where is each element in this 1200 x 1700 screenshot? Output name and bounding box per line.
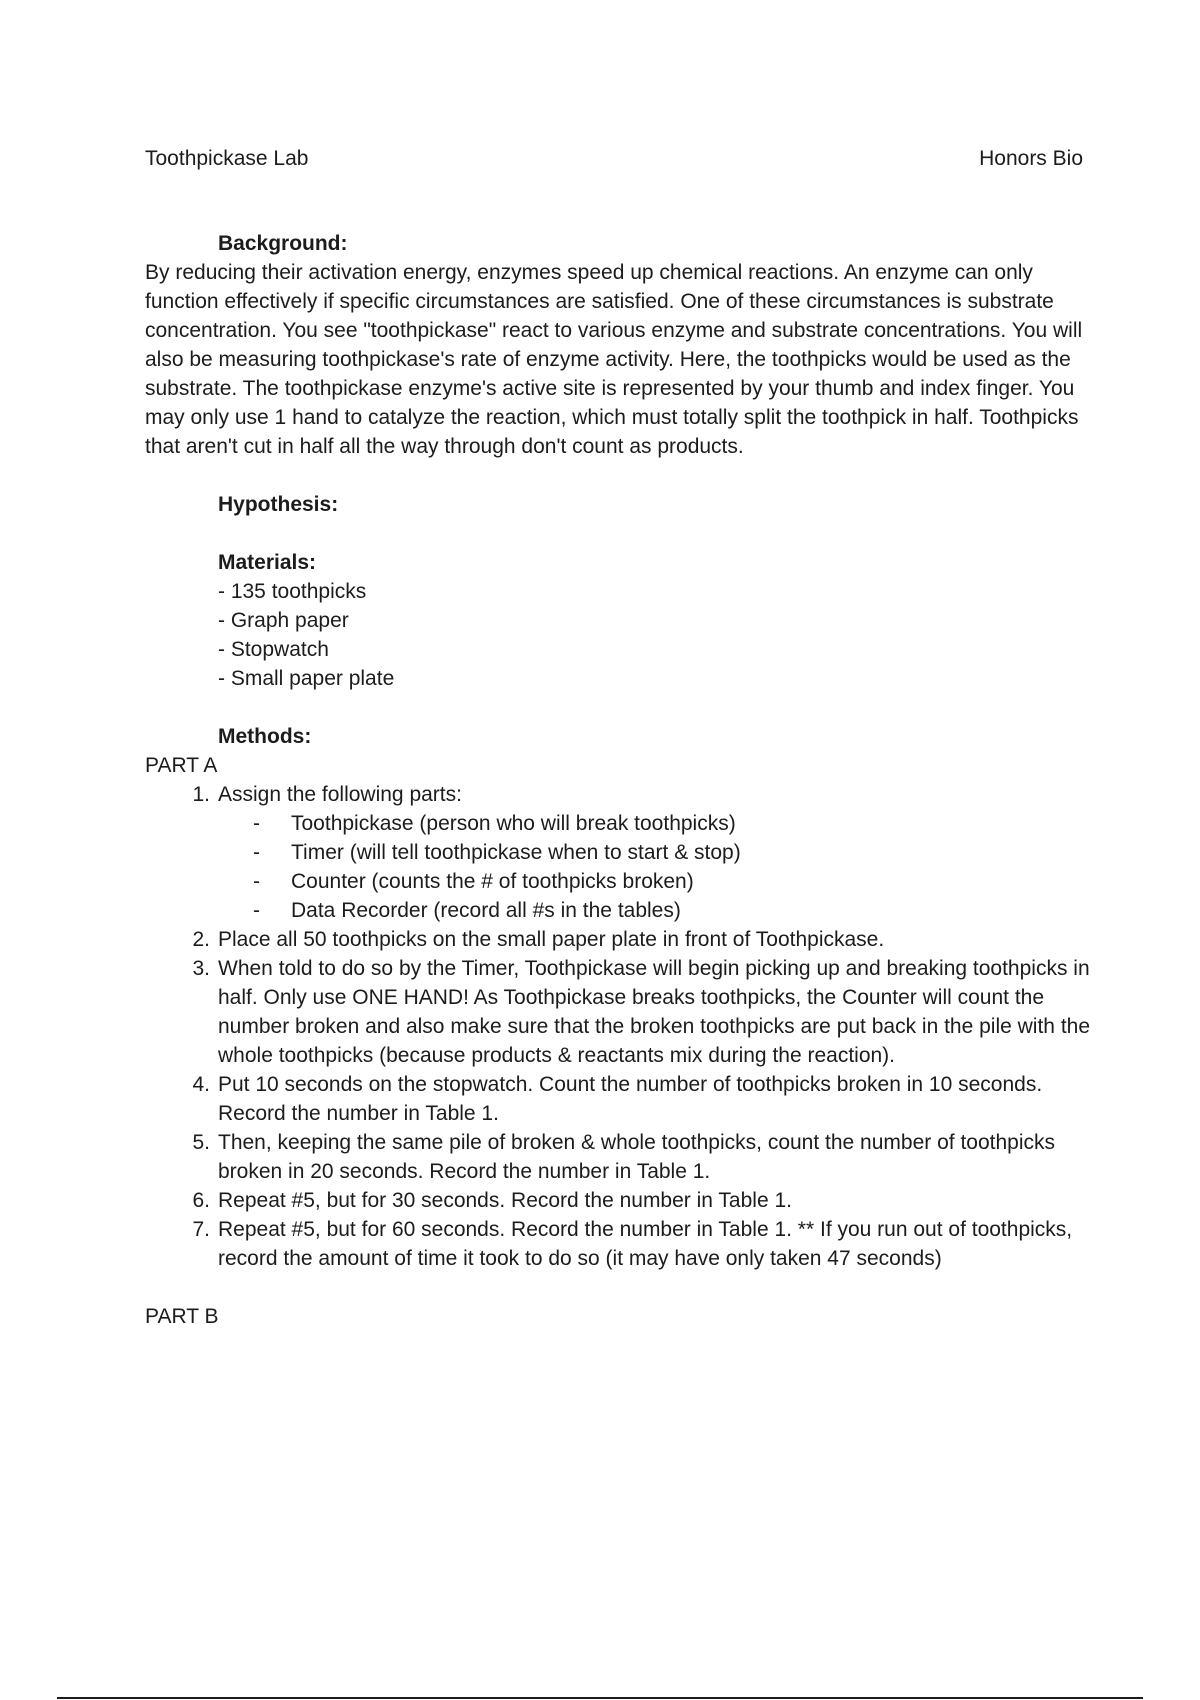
method-step — [145, 1186, 1090, 1215]
step-number: 4. — [192, 1073, 210, 1096]
dash-bullet: - — [253, 899, 260, 922]
materials-heading: Materials: — [218, 551, 317, 574]
step-text: Repeat #5, but for 30 seconds. Record the number in Table 1. — [218, 1189, 792, 1212]
list-item: - Small paper plate — [218, 667, 395, 690]
list-item: - Stopwatch — [218, 638, 329, 661]
step-text: When told to do so by the Timer, Toothpickase will begin picking up and breaking toothpicks in half. Only use ONE HAND! As Toothpickase breaks toothpicks, the Counter will count the number broken and also make sure that the broken toothpicks are put back in the pile with the whole toothpicks (because products & reactants mix during the reaction). — [218, 957, 1091, 1067]
step-number: 3. — [192, 957, 210, 980]
list-item — [218, 896, 1090, 925]
step-text: Place all 50 toothpicks on the small paper plate in front of Toothpickase. — [218, 928, 885, 951]
step-number: 5. — [192, 1131, 210, 1154]
role-text: Data Recorder (record all #s in the tables) — [291, 899, 681, 922]
hypothesis-heading: Hypothesis: — [218, 493, 339, 516]
step-number: 6. — [192, 1189, 210, 1212]
method-step — [145, 1215, 1090, 1273]
document-body — [145, 229, 1090, 1331]
role-text: Toothpickase (person who will break toothpicks) — [291, 812, 736, 835]
role-text: Counter (counts the # of toothpicks broken) — [291, 870, 694, 893]
method-step — [145, 925, 1090, 954]
step-number: 2. — [192, 928, 210, 951]
method-step — [145, 1128, 1090, 1186]
list-item: - Graph paper — [218, 609, 349, 632]
methods-steps — [145, 780, 1090, 1273]
method-step — [145, 1070, 1090, 1128]
materials-list — [145, 577, 1090, 693]
list-item — [218, 867, 1090, 896]
dash-bullet: - — [253, 841, 260, 864]
methods-heading: Methods: — [218, 725, 312, 748]
step-text: Then, keeping the same pile of broken & whole toothpicks, count the number of toothpicks broken in 20 seconds. Record the number in Table 1. — [218, 1131, 1055, 1183]
part-a-label: PART A — [145, 754, 218, 777]
page-header — [145, 144, 1083, 174]
part-b-label: PART B — [145, 1305, 219, 1328]
dash-bullet: - — [253, 870, 260, 893]
document-title: Toothpickase Lab — [145, 147, 309, 170]
method-step — [145, 780, 1090, 925]
list-item: - 135 toothpicks — [218, 580, 367, 603]
roles-list — [218, 809, 1090, 925]
list-item — [218, 838, 1090, 867]
step-text: Put 10 seconds on the stopwatch. Count the number of toothpicks broken in 10 seconds. Record the number in Table 1. — [218, 1073, 1043, 1125]
list-item — [218, 809, 1090, 838]
method-step — [145, 954, 1090, 1070]
background-heading: Background: — [218, 232, 348, 255]
step-text: Repeat #5, but for 60 seconds. Record the number in Table 1. ** If you run out of toothpicks, record the amount of time it took to do so (it may have only taken 47 seconds) — [218, 1218, 1073, 1270]
background-paragraph: By reducing their activation energy, enzymes speed up chemical reactions. An enzyme can only function effectively if specific circumstances are satisfied. One of these circumstances is substrate concentration. You see "toothpickase" react to various enzyme and substrate concentrations. You will also be measuring toothpickase's rate of enzyme activity. Here, the toothpicks would be used as the substrate. The toothpickase enzyme's active site is represented by your thumb and index finger. You may only use 1 hand to catalyze the reaction, which must totally split the toothpick in half. Toothpicks that aren't cut in half all the way through don't count as products. — [145, 261, 1083, 458]
step-text: Assign the following parts: — [218, 783, 462, 806]
page-bottom-rule — [57, 1697, 1143, 1699]
step-number: 7. — [192, 1218, 210, 1241]
course-name: Honors Bio — [979, 147, 1083, 170]
step-number: 1. — [192, 783, 210, 806]
role-text: Timer (will tell toothpickase when to start & stop) — [291, 841, 741, 864]
dash-bullet: - — [253, 812, 260, 835]
